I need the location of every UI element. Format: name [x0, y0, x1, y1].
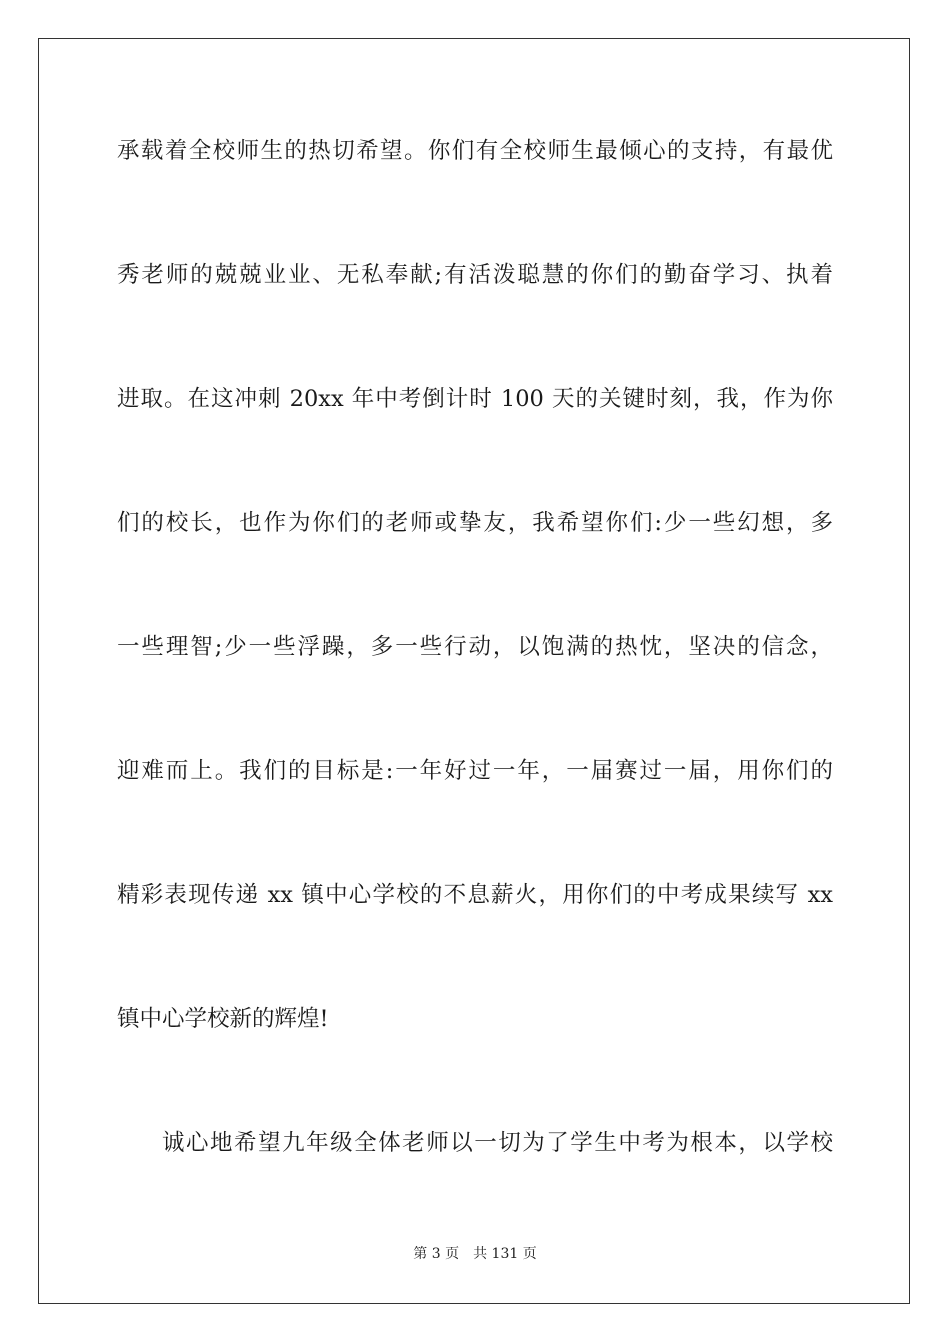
body-text-line-3: 进取。在这冲刺 20xx 年中考倒计时 100 天的关键时刻，我，作为你	[117, 386, 833, 412]
body-text-line-2: 秀老师的兢兢业业、无私奉献;有活泼聪慧的你们的勤奋学习、执着	[117, 262, 833, 288]
page-border	[38, 38, 910, 1304]
body-text-line-1: 承载着全校师生的热切希望。你们有全校师生最倾心的支持，有最优	[117, 138, 833, 164]
page-total: 共 131 页	[473, 1246, 537, 1262]
body-text-line-4: 们的校长，也作为你们的老师或挚友，我希望你们:少一些幻想，多	[117, 510, 833, 536]
body-text-line-6: 迎难而上。我们的目标是:一年好过一年，一届赛过一届，用你们的	[117, 758, 833, 784]
page-footer	[0, 1244, 950, 1264]
body-text-line-7: 精彩表现传递 xx 镇中心学校的不息薪火，用你们的中考成果续写 xx	[117, 882, 833, 908]
page-number: 第 3 页	[413, 1246, 460, 1262]
body-text-line-8: 镇中心学校新的辉煌!	[117, 1006, 329, 1032]
body-text-line-9: 诚心地希望九年级全体老师以一切为了学生中考为根本，以学校	[162, 1130, 833, 1156]
body-text-line-5: 一些理智;少一些浮躁，多一些行动，以饱满的热忱，坚决的信念，	[117, 634, 833, 660]
